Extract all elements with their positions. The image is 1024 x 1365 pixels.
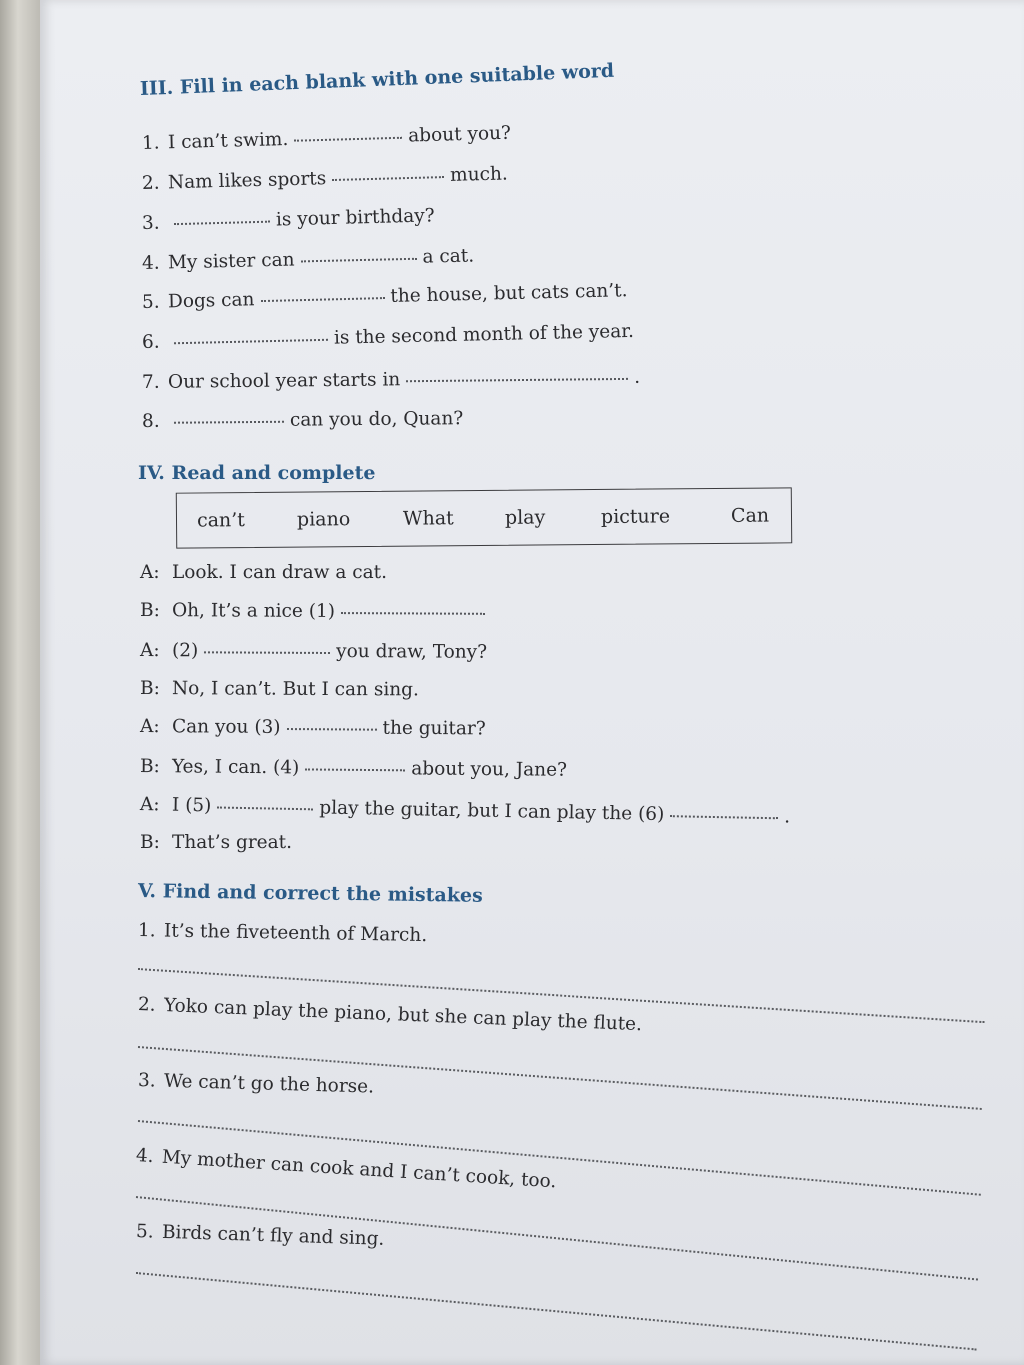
section-4-title: IV. Read and complete (138, 462, 376, 484)
section-5-title: V. Find and correct the mistakes (137, 880, 483, 907)
item-number: 6. (141, 331, 160, 353)
item-text-before: I can’t swim. (167, 128, 289, 154)
dialog-line (140, 716, 486, 739)
dialog-text-after: you draw, Tony? (336, 641, 488, 663)
word-bank-item: What (402, 507, 454, 530)
section-3-item (142, 408, 463, 432)
dialog-text: Yes, I can. (4) (171, 756, 300, 779)
item-text-before: Nam likes sports (167, 168, 327, 194)
item-number: 2. (141, 172, 160, 194)
item-text-after: is the second month of the year. (333, 320, 635, 349)
dialog-text: (2) (171, 640, 199, 662)
dialog-text-after: the guitar? (382, 717, 486, 740)
word-bank-item: play (504, 506, 546, 529)
speaker-label: A: (139, 716, 160, 738)
speaker-label: A: (140, 562, 160, 583)
blank-2[interactable] (332, 175, 444, 181)
item-number: 1. (141, 132, 160, 154)
item-text-after: . (634, 366, 641, 388)
item-number: 3. (137, 1070, 156, 1092)
speaker-label: A: (139, 640, 160, 662)
word-bank-item: piano (296, 508, 351, 531)
item-number: 5. (141, 291, 160, 313)
dialog-line (140, 756, 567, 781)
item-text: My mother can cook and I can’t cook, too. (161, 1146, 557, 1193)
blank-4[interactable] (301, 257, 417, 263)
dialog-line (140, 678, 419, 700)
dialog-text: That’s great. (172, 832, 292, 853)
dialog-line (140, 640, 487, 663)
dialog-line (140, 562, 387, 583)
dialog-line (140, 832, 292, 853)
item-text: Birds can’t fly and sing. (161, 1221, 385, 1250)
item-text-after: much. (449, 163, 509, 186)
item-number: 7. (141, 371, 160, 393)
blank-1[interactable] (294, 136, 402, 142)
speaker-label: B: (139, 600, 160, 622)
item-text-after: can you do, Quan? (289, 408, 464, 431)
item-text-after: a cat. (422, 245, 475, 268)
book-binding (0, 0, 40, 1365)
item-number: 3. (141, 212, 160, 234)
dialog-text: I (5) (171, 794, 212, 817)
dialog-text-after: about you, Jane? (411, 758, 568, 781)
item-text-after: the house, but cats can’t. (390, 280, 628, 307)
speaker-label: A: (139, 794, 160, 816)
dialog-line (140, 600, 491, 623)
speaker-label: B: (140, 832, 160, 853)
item-number: 2. (137, 994, 157, 1016)
speaker-label: B: (139, 678, 160, 700)
speaker-label: B: (139, 756, 160, 778)
item-number: 4. (141, 252, 160, 274)
word-bank-item: can’t (196, 509, 245, 532)
item-number: 8. (141, 410, 160, 432)
item-text-before: Our school year starts in (167, 369, 401, 393)
item-text-after: about you? (407, 122, 512, 147)
dialog-text: Can you (3) (171, 716, 281, 738)
item-text: It’s the fiveteenth of March. (163, 920, 428, 947)
dialog-text: Look. I can draw a cat. (172, 562, 387, 583)
section-3-title: III. Fill in each blank with one suitable word (139, 59, 615, 100)
item-text-before: Dogs can (167, 289, 255, 313)
blank-5[interactable] (260, 296, 384, 302)
dialog-blank-6[interactable] (670, 814, 778, 819)
item-number: 5. (135, 1221, 154, 1243)
blank-7[interactable] (406, 377, 628, 382)
dialog-text-tail: . (784, 806, 791, 828)
dialog-blank-3[interactable] (287, 727, 377, 731)
word-bank (176, 487, 792, 548)
word-bank-item: picture (600, 505, 671, 528)
item-number: 1. (137, 920, 156, 942)
item-text: We can’t go the horse. (163, 1070, 375, 1098)
blank-8[interactable] (174, 420, 284, 424)
item-text: Yoko can play the piano, but she can play the flute. (163, 995, 643, 1036)
dialog-blank-2[interactable] (204, 650, 330, 654)
dialog-blank-4[interactable] (305, 767, 405, 771)
blank-3[interactable] (174, 220, 270, 226)
item-number: 4. (135, 1145, 155, 1168)
dialog-text: No, I can’t. But I can sing. (171, 678, 419, 701)
item-text-before: My sister can (167, 249, 295, 274)
dialog-blank-5[interactable] (217, 805, 313, 810)
item-text-after: is your birthday? (275, 205, 435, 231)
word-bank-item: Can (730, 504, 770, 527)
dialog-text: Oh, It’s a nice (1) (171, 600, 336, 623)
blank-6[interactable] (174, 338, 328, 344)
dialog-blank-1[interactable] (341, 611, 485, 615)
dialog-text-after: play the guitar, but I can play the (6) (319, 797, 665, 826)
